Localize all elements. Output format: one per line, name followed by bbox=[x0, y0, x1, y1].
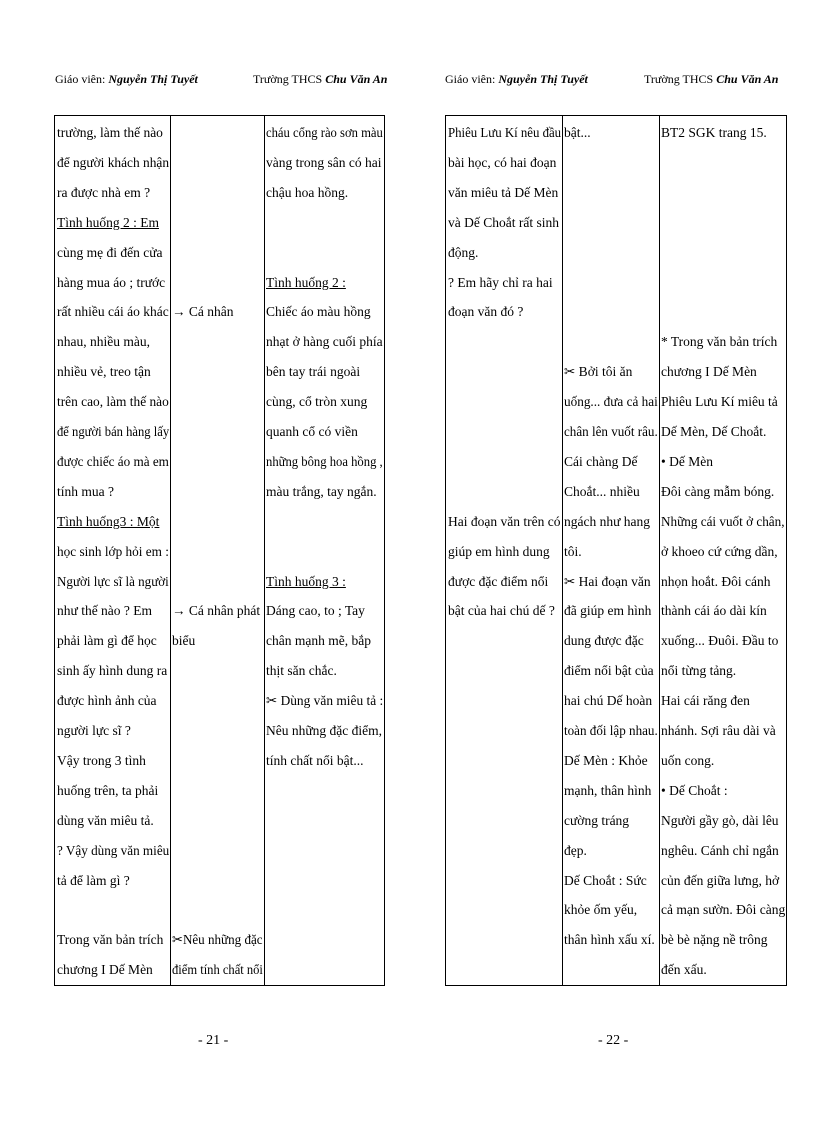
text-line: người lực sĩ ? bbox=[57, 723, 131, 738]
column-divider bbox=[264, 116, 265, 985]
text-line: xuống... Đuôi. Đầu to bbox=[661, 633, 779, 649]
lesson-table bbox=[54, 115, 385, 986]
text-line: điểm tính chất nổi bbox=[172, 962, 263, 978]
text-line: màu trắng, tay ngắn. bbox=[266, 483, 377, 499]
text-line: Phiêu Lưu Kí nêu đầu bbox=[448, 125, 562, 140]
text-line: củn đến giữa lưng, hở bbox=[661, 872, 780, 888]
text-line: Đôi càng mẫm bóng. bbox=[661, 483, 775, 499]
text-line: đã giúp em hình bbox=[564, 603, 652, 619]
column-divider bbox=[659, 116, 660, 985]
page-number: - 22 - bbox=[598, 1033, 629, 1048]
text-line: * Trong văn bản trích bbox=[661, 334, 778, 350]
text-line: ✂ Dùng văn miêu tả : bbox=[266, 693, 384, 709]
header-teacher: Giáo viên: Nguyễn Thị Tuyết bbox=[55, 72, 198, 86]
text-line: ✂ Bởi tôi ăn bbox=[564, 364, 633, 380]
text-line: biểu bbox=[172, 633, 196, 649]
text-line: vàng trong sân có hai bbox=[266, 154, 382, 170]
text-line: bài học, có hai đoạn bbox=[448, 154, 557, 170]
lesson-table bbox=[445, 115, 787, 986]
text-line: đoạn văn đó ? bbox=[448, 304, 524, 320]
text-line: Người lực sĩ là người bbox=[57, 573, 169, 589]
text-line: bên tay trái ngoài bbox=[266, 364, 361, 380]
text-line: nhạt ở hàng cuối phía bbox=[266, 334, 383, 350]
text-line: bè bè nặng nề trông bbox=[661, 932, 768, 948]
text-line: được hình ảnh của bbox=[57, 693, 157, 709]
text-line: Người gầy gò, dài lêu bbox=[661, 812, 779, 828]
text-line: tính chất nổi bật... bbox=[266, 752, 364, 768]
text-line: để người khách nhận bbox=[57, 154, 170, 170]
text-line: → Cá nhân phát bbox=[172, 603, 261, 619]
text-line: Dế Choắt : Sức bbox=[564, 872, 647, 888]
text-line: cùng mẹ đi đến cửa bbox=[57, 244, 163, 260]
text-line: được chiếc áo mà em bbox=[57, 453, 169, 469]
text-line: Tình huống 2 : bbox=[266, 274, 346, 290]
text-line: thân hình xấu xí. bbox=[564, 932, 655, 948]
text-line: Những cái vuốt ở chân, bbox=[661, 513, 785, 529]
text-line: trên cao, làm thế nào bbox=[57, 394, 169, 410]
text-line: Hai cái răng đen bbox=[661, 693, 750, 709]
text-line: bật... bbox=[564, 125, 591, 140]
text-line: đến xấu. bbox=[661, 962, 707, 978]
text-line: ✂Nêu những đặc bbox=[172, 932, 263, 948]
text-line: dung được đặc bbox=[564, 633, 644, 649]
text-line: Cái chàng Dế bbox=[564, 453, 638, 469]
text-line: hàng mua áo ; trước bbox=[57, 274, 166, 290]
text-line: chương I Dế Mèn bbox=[661, 364, 757, 380]
column-divider bbox=[170, 116, 171, 985]
text-line: ngách như hang bbox=[564, 513, 651, 529]
text-line: sinh ấy hình dung ra bbox=[57, 663, 168, 679]
text-line: Dế Mèn, Dế Choắt. bbox=[661, 424, 767, 439]
text-line: rất nhiều cái áo khác bbox=[57, 304, 169, 320]
text-line: đẹp. bbox=[564, 842, 587, 858]
text-line: tả để làm gì ? bbox=[57, 872, 130, 888]
text-line: Hai đoạn văn trên có bbox=[448, 513, 561, 529]
text-line: hai chú Dế hoàn bbox=[564, 693, 653, 709]
text-line: Vậy trong 3 tình bbox=[57, 752, 146, 768]
text-line: bật của hai chú dế ? bbox=[448, 603, 555, 619]
text-line: Tình huống 2 : Em bbox=[57, 214, 159, 230]
text-line: Nêu những đặc điểm, bbox=[266, 723, 383, 738]
text-line: quanh cổ có viền bbox=[266, 424, 358, 439]
text-line: giúp em hình dung bbox=[448, 543, 550, 559]
text-line: Trong văn bản trích bbox=[57, 932, 164, 948]
text-line: • Dế Mèn bbox=[661, 453, 713, 469]
text-line: ở khoeo cứ cứng dần, bbox=[661, 543, 778, 559]
text-line: toàn đối lập nhau. bbox=[564, 723, 658, 738]
text-line: nổi từng tảng. bbox=[661, 663, 737, 679]
text-line: Phiêu Lưu Kí miêu tả bbox=[661, 394, 778, 410]
text-line: nhọn hoắt. Đôi cánh bbox=[661, 573, 771, 589]
text-line: nhiều vẻ, treo tận bbox=[57, 364, 151, 380]
text-line: Tình huống3 : Một bbox=[57, 513, 160, 529]
header-school: Trường THCS Chu Văn An bbox=[253, 72, 388, 86]
text-line: cháu cổng rào sơn màu bbox=[266, 125, 383, 140]
text-line: động. bbox=[448, 244, 479, 260]
text-line: nghêu. Cánh chỉ ngắn bbox=[661, 842, 779, 858]
header-teacher: Giáo viên: Nguyễn Thị Tuyết bbox=[445, 72, 588, 86]
text-line: cường tráng bbox=[564, 812, 630, 828]
text-line: cả mạn sườn. Đôi càng bbox=[661, 902, 786, 918]
header-school: Trường THCS Chu Văn An bbox=[644, 72, 779, 86]
text-line: ? Vậy dùng văn miêu bbox=[57, 842, 170, 858]
text-line: Dế Mèn : Khỏe bbox=[564, 752, 648, 768]
text-line: Dáng cao, to ; Tay bbox=[266, 603, 365, 619]
text-line: phải làm gì để học bbox=[57, 633, 157, 649]
text-line: để người bán hàng lấy bbox=[57, 424, 170, 439]
text-line: cùng, cổ tròn xung bbox=[266, 394, 368, 410]
text-line: chân mạnh mẽ, bắp bbox=[266, 633, 371, 649]
text-line: chậu hoa hồng. bbox=[266, 184, 349, 200]
text-line: Tình huống 3 : bbox=[266, 573, 346, 589]
text-line: mạnh, thân hình bbox=[564, 782, 652, 798]
text-line: tính mua ? bbox=[57, 483, 114, 499]
page-number: - 21 - bbox=[198, 1033, 229, 1048]
text-line: ra được nhà em ? bbox=[57, 184, 151, 200]
text-line: thịt săn chắc. bbox=[266, 663, 337, 679]
text-line: chân lên vuốt râu. bbox=[564, 424, 658, 439]
text-line: và Dế Choắt rất sinh bbox=[448, 214, 559, 230]
text-line: dùng văn miêu tả. bbox=[57, 812, 154, 828]
text-line: những bông hoa hồng , bbox=[266, 453, 383, 469]
text-line: → Cá nhân bbox=[172, 304, 234, 320]
column-divider bbox=[562, 116, 563, 985]
text-line: thành cái áo dài kín bbox=[661, 603, 767, 619]
text-line: văn miêu tả Dế Mèn bbox=[448, 184, 559, 200]
text-line: khỏe ốm yếu, bbox=[564, 902, 638, 918]
text-line: Choắt... nhiều bbox=[564, 483, 640, 499]
text-line: ✂ Hai đoạn văn bbox=[564, 573, 651, 589]
text-line: uốn cong. bbox=[661, 752, 715, 768]
text-line: ? Em hãy chỉ ra hai bbox=[448, 274, 553, 290]
text-line: • Dế Choắt : bbox=[661, 782, 728, 798]
text-line: huống trên, ta phải bbox=[57, 782, 159, 798]
text-line: chương I Dế Mèn bbox=[57, 962, 153, 978]
text-line: điểm nổi bật của bbox=[564, 663, 654, 679]
text-line: uống... đưa cả hai bbox=[564, 394, 658, 410]
text-line: học sinh lớp hỏi em : bbox=[57, 543, 169, 559]
text-line: nhau, nhiều màu, bbox=[57, 334, 150, 350]
text-line: trường, làm thế nào bbox=[57, 125, 163, 140]
text-line: Chiếc áo màu hồng bbox=[266, 304, 371, 320]
text-line: như thế nào ? Em bbox=[57, 603, 153, 619]
text-line: tôi. bbox=[564, 543, 582, 559]
text-line: được đặc điểm nổi bbox=[448, 573, 549, 589]
text-line: nhánh. Sợi râu dài và bbox=[661, 723, 776, 738]
text-line: BT2 SGK trang 15. bbox=[661, 125, 767, 140]
